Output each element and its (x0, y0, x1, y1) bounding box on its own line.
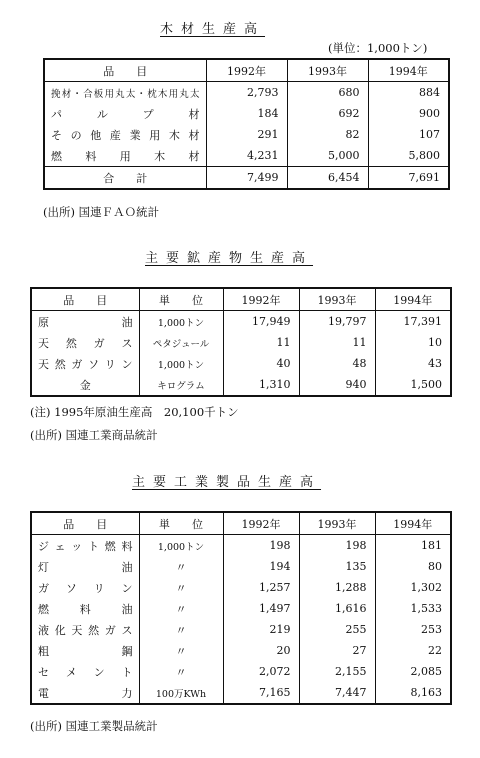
header-1993: 1993年 (299, 288, 375, 311)
table-row (31, 640, 451, 661)
value-1993: 5,000 (287, 145, 368, 167)
value-1994: 107 (419, 128, 440, 141)
value-1992: 40 (223, 353, 299, 374)
table-header-row (44, 59, 449, 82)
header-item: 品 目 (31, 512, 139, 535)
value-1993: 2,155 (299, 661, 375, 682)
table1-source: (出所) 国連ＦＡＯ統計 (43, 205, 160, 219)
table2-source: (出所) 国連工業商品統計 (30, 428, 158, 442)
value-1994: 22 (428, 644, 442, 657)
mineral-production-table (30, 287, 452, 397)
value-1994: 8,163 (410, 686, 442, 699)
table1-unit-note: (単位：1,000トン) (328, 41, 428, 55)
header-1994: 1994年 (375, 288, 451, 311)
value-1994: 10 (428, 336, 442, 349)
item-name: ガソリン (31, 577, 139, 598)
value-1992: 17,949 (223, 311, 299, 333)
item-name: 粗鋼 (31, 640, 139, 661)
item-name: 燃料用木材 (44, 145, 206, 167)
item-name: 液化天然ガス (31, 619, 139, 640)
item-name: 天然ガス (31, 332, 139, 353)
value-1993: 680 (287, 82, 368, 104)
item-name: 原油 (31, 311, 139, 333)
item-name: 天然ガソリン (31, 353, 139, 374)
value-1994: 5,800 (408, 149, 440, 162)
item-unit: 〃 (139, 661, 223, 682)
header-unit: 単 位 (139, 288, 223, 311)
item-unit: 〃 (139, 556, 223, 577)
value-1993: 135 (299, 556, 375, 577)
item-name: その他産業用木材 (44, 124, 206, 145)
total-1992: 7,499 (206, 167, 287, 190)
total-1994: 7,691 (368, 167, 449, 190)
header-1994: 1994年 (375, 512, 451, 535)
value-1993: 11 (299, 332, 375, 353)
header-1994: 1994年 (368, 59, 449, 82)
value-1992: 1,310 (223, 374, 299, 396)
table-row (44, 145, 449, 167)
total-row (44, 167, 449, 190)
table-row (31, 682, 451, 704)
value-1992: 184 (206, 103, 287, 124)
value-1992: 219 (223, 619, 299, 640)
table-row (31, 374, 451, 396)
value-1994: 253 (421, 623, 442, 636)
table-header-row (31, 288, 451, 311)
table3-title: 主要工業製品生産高 (132, 475, 322, 490)
item-name: 金 (31, 374, 139, 396)
industrial-production-table (30, 511, 452, 705)
value-1993: 692 (287, 103, 368, 124)
value-1992: 291 (206, 124, 287, 145)
value-1993: 255 (299, 619, 375, 640)
table-row (44, 124, 449, 145)
header-unit: 単 位 (139, 512, 223, 535)
value-1993: 19,797 (299, 311, 375, 333)
item-unit: 〃 (139, 640, 223, 661)
header-item: 品 目 (31, 288, 139, 311)
value-1992: 1,257 (223, 577, 299, 598)
header-1993: 1993年 (287, 59, 368, 82)
table-row (31, 556, 451, 577)
table-row (44, 103, 449, 124)
item-name: ジェット燃料 (31, 535, 139, 557)
table-header-row (31, 512, 451, 535)
item-unit: 〃 (139, 598, 223, 619)
item-name: 挽材・合板用丸太・枕木用丸太 (44, 82, 206, 104)
value-1993: 48 (299, 353, 375, 374)
item-unit: 1,000トン (139, 311, 223, 333)
value-1992: 2,793 (206, 82, 287, 104)
table-row (31, 332, 451, 353)
value-1993: 1,616 (299, 598, 375, 619)
value-1994: 1,302 (410, 581, 442, 594)
value-1993: 82 (287, 124, 368, 145)
item-unit: 100万KWh (139, 682, 223, 704)
value-1993: 940 (299, 374, 375, 396)
value-1992: 194 (223, 556, 299, 577)
item-unit: 〃 (139, 577, 223, 598)
total-1993: 6,454 (287, 167, 368, 190)
item-unit: キログラム (139, 374, 223, 396)
table2-title: 主要鉱産物生産高 (145, 251, 314, 266)
table-row (31, 577, 451, 598)
value-1992: 11 (223, 332, 299, 353)
table-row (44, 82, 449, 104)
header-1993: 1993年 (299, 512, 375, 535)
value-1993: 27 (299, 640, 375, 661)
item-unit: ペタジュール (139, 332, 223, 353)
table-row (31, 311, 451, 333)
value-1992: 4,231 (206, 145, 287, 167)
value-1992: 198 (223, 535, 299, 557)
value-1994: 1,533 (410, 602, 442, 615)
value-1993: 7,447 (299, 682, 375, 704)
table-row (31, 535, 451, 557)
value-1994: 43 (428, 357, 442, 370)
table-row (31, 661, 451, 682)
table1-title: 木材生産高 (160, 22, 266, 37)
total-label: 合 計 (44, 167, 206, 190)
header-1992: 1992年 (223, 288, 299, 311)
table-row (31, 353, 451, 374)
table3-source: (出所) 国連工業製品統計 (30, 719, 158, 733)
item-unit: 1,000トン (139, 535, 223, 557)
item-name: 電力 (31, 682, 139, 704)
value-1994: 181 (421, 539, 442, 552)
value-1994: 17,391 (403, 315, 442, 328)
item-name: パルプ材 (44, 103, 206, 124)
value-1992: 7,165 (223, 682, 299, 704)
header-1992: 1992年 (206, 59, 287, 82)
item-unit: 〃 (139, 619, 223, 640)
value-1994: 900 (419, 107, 440, 120)
timber-production-table (43, 58, 450, 190)
header-1992: 1992年 (223, 512, 299, 535)
value-1994: 884 (419, 86, 440, 99)
table-row (31, 598, 451, 619)
table2-note: (注) 1995年原油生産高 20,100千トン (30, 405, 239, 419)
value-1994: 1,500 (410, 378, 442, 391)
value-1992: 1,497 (223, 598, 299, 619)
item-unit: 1,000トン (139, 353, 223, 374)
value-1994: 80 (428, 560, 442, 573)
value-1993: 1,288 (299, 577, 375, 598)
header-item: 品 目 (44, 59, 206, 82)
value-1992: 20 (223, 640, 299, 661)
item-name: 燃料油 (31, 598, 139, 619)
item-name: セメント (31, 661, 139, 682)
value-1994: 2,085 (410, 665, 442, 678)
item-name: 灯油 (31, 556, 139, 577)
value-1993: 198 (299, 535, 375, 557)
table-row (31, 619, 451, 640)
value-1992: 2,072 (223, 661, 299, 682)
